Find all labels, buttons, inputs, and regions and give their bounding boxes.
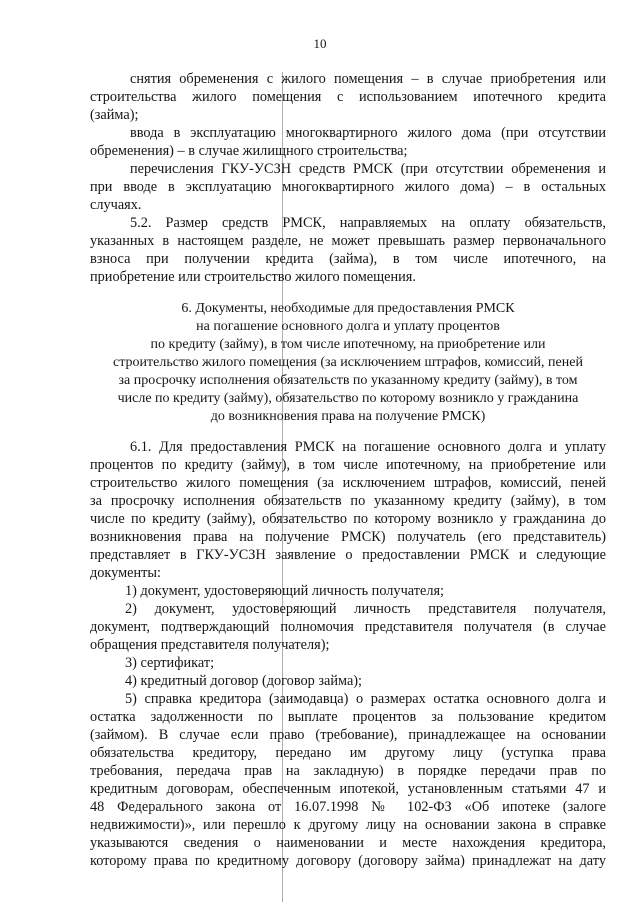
text-line: обязательства кредитору, передано им другому лицу (уступка права bbox=[90, 745, 606, 761]
text-line: при вводе в эксплуатацию многоквартирного жилого дома) – в остальных bbox=[90, 179, 606, 195]
text-line: указанных в настоящем разделе, не может превышать размер первоначального bbox=[90, 233, 606, 249]
section-heading-line: числе по кредиту (займу), обязательство по которому возникло у гражданина bbox=[117, 391, 579, 406]
section-heading-line: строительство жилого помещения (за исключением штрафов, комиссий, пеней bbox=[113, 355, 583, 370]
section-heading-line: за просрочку исполнения обязательств по указанному кредиту (займу), в том bbox=[118, 373, 578, 388]
list-item: 1) документ, удостоверяющий личность получателя; bbox=[125, 583, 445, 599]
text-line: документ, подтверждающий полномочия представителя получателя (в случае bbox=[90, 619, 606, 635]
text-line: представляет в ГКУ-УСЗН заявление о предоставлении РМСК и следующие bbox=[90, 547, 606, 563]
list-item: 4) кредитный договор (договор займа); bbox=[125, 673, 363, 689]
text-line: числе по кредиту (займу), обязательство по которому возникло у гражданина до bbox=[90, 511, 606, 527]
text-line: которому права по кредитному договору (договору займа) принадлежат на дату bbox=[90, 853, 606, 869]
text-line: (займом). В случае если право (требование), принадлежащее на основании bbox=[90, 727, 606, 743]
text-line: ввода в эксплуатацию многоквартирного жилого дома (при отсутствии bbox=[130, 125, 606, 141]
text-line: 6.1. Для предоставления РМСК на погашение основного долга и уплату bbox=[130, 439, 606, 455]
text-line: строительство жилого помещения (за исключением штрафов, комиссий, пеней bbox=[90, 475, 606, 491]
text-line: случаях. bbox=[90, 197, 142, 213]
text-line: строительства жилого помещения с использованием ипотечного кредита bbox=[90, 89, 606, 105]
text-line: документы: bbox=[90, 565, 161, 581]
text-line: возникновения права на получение РМСК) получатель (его представитель) bbox=[90, 529, 606, 545]
text-line: процентов по кредиту (займу), в том числе ипотечному, на приобретение или bbox=[90, 457, 606, 473]
text-line: остатка задолженности по выплате процентов за пользование кредитом bbox=[90, 709, 606, 725]
text-line: приобретение или строительство жилого помещения. bbox=[90, 269, 416, 285]
text-line: взноса при получении кредита (займа), в том числе ипотечного, на bbox=[90, 251, 606, 267]
section-heading-line: 6. Документы, необходимые для предоставления РМСК bbox=[181, 301, 515, 316]
text-line: обращения представителя получателя); bbox=[90, 637, 330, 653]
list-item: 3) сертификат; bbox=[125, 655, 215, 671]
text-line: недвижимости)», или перешло к другому лицу на основании закона в справке bbox=[90, 817, 606, 833]
text-line: требования, передача прав на закладную) в порядке передачи прав по bbox=[90, 763, 606, 779]
section-heading-line: на погашение основного долга и уплату процентов bbox=[196, 319, 500, 334]
text-line: за просрочку исполнения обязательств по указанному кредиту (займу), в том bbox=[90, 493, 606, 509]
text-line: (займа); bbox=[90, 107, 139, 123]
text-line: обременения) – в случае жилищного строительства; bbox=[90, 143, 408, 159]
list-item: 2) документ, удостоверяющий личность представителя получателя, bbox=[125, 601, 606, 617]
text-line: снятия обременения с жилого помещения – в случае приобретения или bbox=[130, 71, 606, 87]
text-line: 5.2. Размер средств РМСК, направляемых на оплату обязательств, bbox=[130, 215, 606, 231]
text-line: перечисления ГКУ-УСЗН средств РМСК (при отсутствии обременения и bbox=[130, 161, 606, 177]
section-heading-line: до возникновения права на получение РМСК) bbox=[210, 409, 486, 424]
section-heading-line: по кредиту (займу), в том числе ипотечному, на приобретение или bbox=[150, 337, 546, 352]
text-line: кредитным договорам, обеспеченным ипотекой, установленным статьями 47 и bbox=[90, 781, 606, 797]
list-item: 5) справка кредитора (заимодавца) о размерах остатка основного долга и bbox=[125, 691, 606, 707]
text-line: указываются сведения о наименовании и месте нахождения кредитора, bbox=[90, 835, 606, 851]
text-line: 48 Федерального закона от 16.07.1998 № 102-ФЗ «Об ипотеке (залоге bbox=[90, 799, 606, 815]
page-number: 10 bbox=[313, 36, 327, 51]
